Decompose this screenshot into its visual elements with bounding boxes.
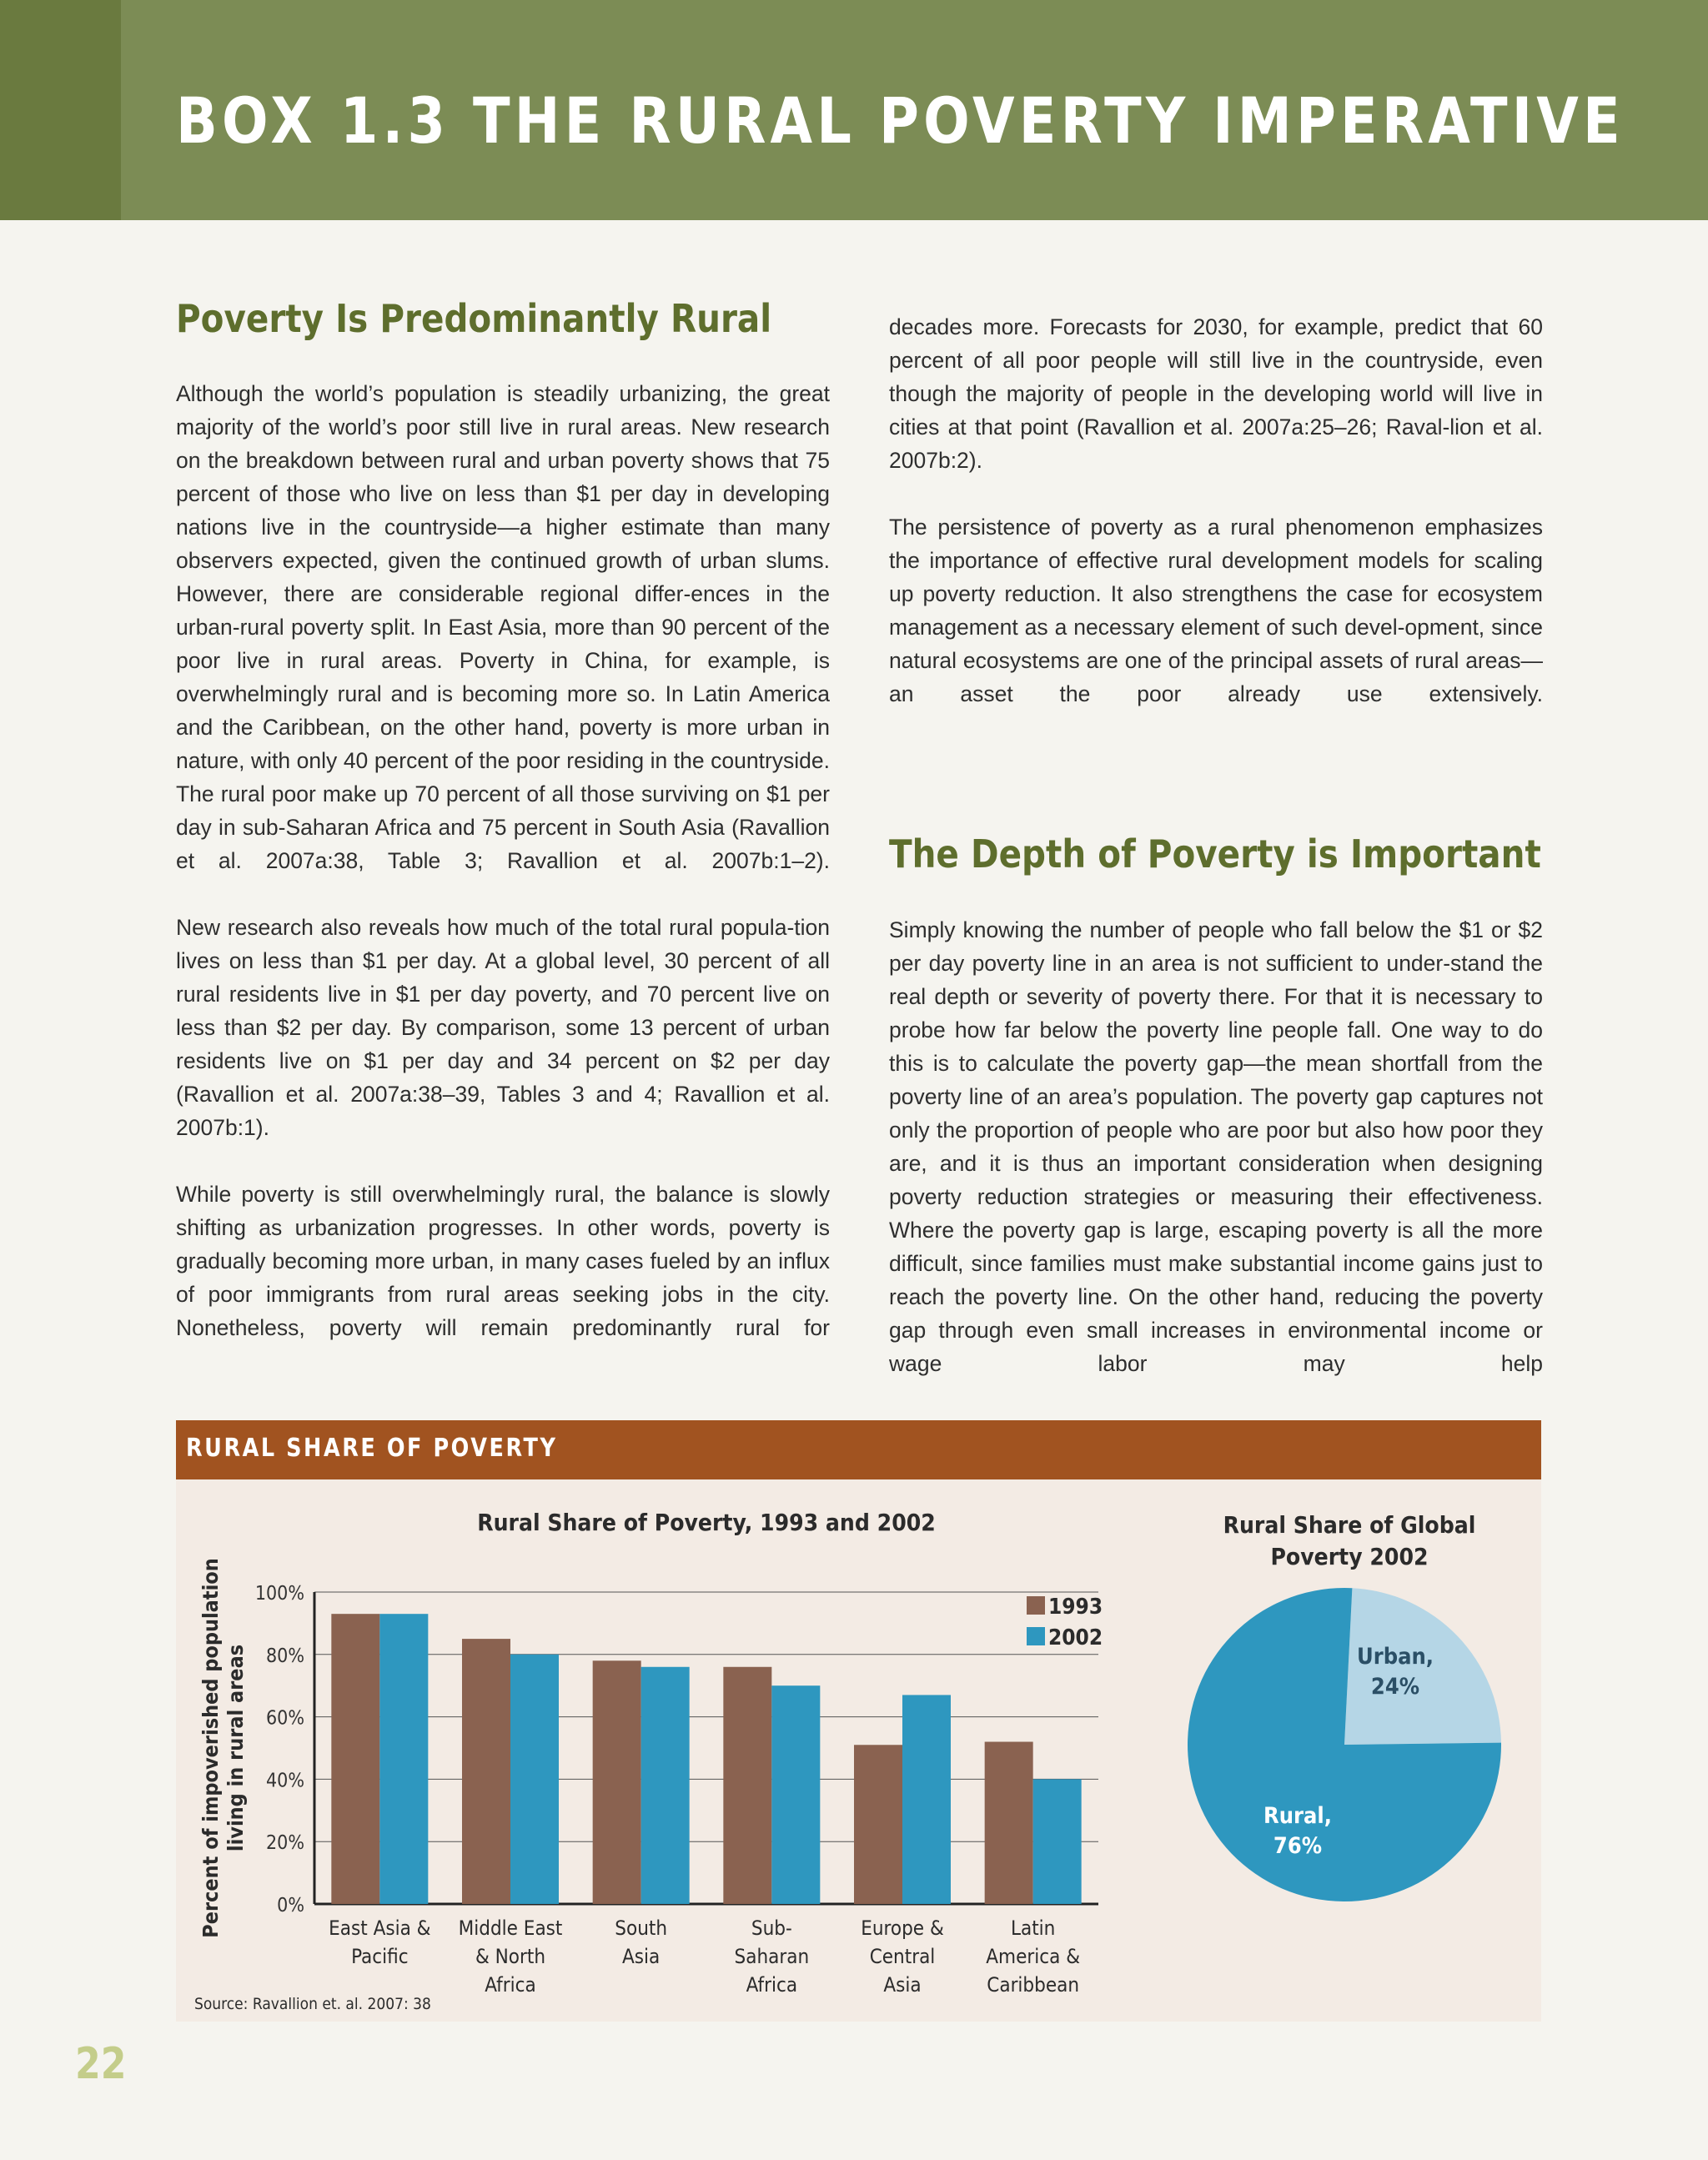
x-tick-label: Africa (746, 1973, 798, 1997)
text-column-left (176, 377, 830, 1344)
paragraph: The persistence of poverty as a rural phenomenon emphasizes the importance of effective rural development models for scaling up poverty reduction. It also strengthens the case for ecosystem management as a necessary element of such devel-opment, since natural ecosystems are one of the principal assets of rural areas—an asset the poor already use extensively. (889, 515, 1543, 706)
bar-2002 (510, 1655, 559, 1904)
x-tick-label: Pacific (351, 1945, 409, 1968)
bar-1993 (723, 1667, 771, 1904)
x-tick-label: Saharan (734, 1945, 810, 1968)
x-tick-label: Sub- (751, 1916, 792, 1940)
figure-title-bar (176, 1420, 1541, 1479)
bar-2002 (1033, 1779, 1082, 1904)
y-tick-label: 80% (266, 1645, 304, 1667)
x-tick-label: Latin (1010, 1916, 1056, 1940)
y-tick-label: 40% (266, 1770, 304, 1792)
paragraph: decades more. Forecasts for 2030, for example, predict that 60 percent of all poor people will still live in the countryside, even though the majority of people in the developing world will live in cities at that point (Ravallion et al. 2007a:25–26; Raval-lion et al. 2007b:2). (889, 314, 1543, 473)
header-tab-accent (0, 0, 121, 220)
legend-label: 2002 (1048, 1625, 1103, 1650)
y-tick-label: 60% (266, 1707, 304, 1730)
x-tick-label: Central (869, 1945, 936, 1968)
box-title: BOX 1.3 THE RURAL POVERTY IMPERATIVE (176, 83, 1625, 158)
legend-swatch-1993 (1027, 1596, 1045, 1615)
x-tick-label: America & (986, 1945, 1081, 1968)
bar-2002 (902, 1695, 951, 1904)
x-tick-label: Asia (622, 1945, 661, 1968)
bar-1993 (854, 1745, 902, 1904)
bar-2002 (641, 1667, 690, 1904)
bar-2002 (771, 1685, 820, 1904)
paragraph: New research also reveals how much of the total rural popula-tion lives on less than $1 per day. At a global level, 30 percent of all rural residents live in $1 per day poverty, and 70 percent live on less than $2 per day. By comparison, some 13 percent of urban residents live on $1 per day and 34 percent on $2 per day (Ravallion et al. 2007a:38–39, Tables 3 and 4; Ravallion et al. 2007b:1). (176, 915, 830, 1140)
x-tick-label: South (615, 1916, 668, 1940)
page-number: 22 (75, 2039, 127, 2089)
legend-label: 1993 (1048, 1595, 1103, 1620)
paragraph: Simply knowing the number of people who fall below the $1 or $2 per day poverty line in an area is not sufficient to under-stand the real depth or severity of poverty there. For that it is necessary to probe how far below the poverty line people fall. One way to do this is to calculate the poverty gap—the mean shortfall from the poverty line of an area’s population. The poverty gap captures not only the proportion of people who are poor but also how poor they are, and it is thus an important consideration when designing poverty reduction strategies or measuring their effectiveness. Where the poverty gap is large, escaping poverty is all the more difficult, since families must make substantial income gains just to reach the poverty line. On the other hand, reducing the poverty gap through even small increases in environmental income or wage labor may help (889, 917, 1543, 1376)
pie-slice-label: 24% (1370, 1674, 1420, 1700)
paragraph: While poverty is still overwhelmingly rural, the balance is slowly shifting as urbanization progresses. In other words, poverty is gradually becoming more urban, in many cases fueled by an influx of poor immigrants from rural areas seeking jobs in the city. Nonetheless, poverty will remain predominantly rural for (176, 1182, 830, 1340)
text-column-right-top (889, 310, 1543, 711)
x-tick-label: & North (475, 1945, 546, 1968)
y-tick-label: 20% (266, 1832, 304, 1855)
figure-source: Source: Ravallion et. al. 2007: 38 (194, 1995, 431, 2013)
paragraph: Although the world’s population is steadily urbanizing, the great majority of the world’s poor still live in rural areas. New research on the breakdown between rural and urban poverty shows that 75 percent of those who live on less than $1 per day in developing nations live in the countryside—a higher estimate than many observers expected, given the continued growth of urban slums. However, there are considerable regional differ-ences in the urban-rural poverty split. In East Asia, more than 90 percent of the poor live in rural areas. Poverty in China, for example, is overwhelmingly rural and is becoming more so. In Latin America and the Caribbean, on the other hand, poverty is more urban in nature, with only 40 percent of the poor residing in the countryside. The rural poor make up 70 percent of all those surviving on $1 per day in sub-Saharan Africa and 75 percent in South Asia (Ravallion et al. 2007a:38, Table 3; Ravallion et al. 2007b:1–2). (176, 381, 830, 873)
x-tick-label: Caribbean (987, 1973, 1080, 1997)
figure-charts (176, 1479, 1541, 2022)
text-column-right-bottom (889, 913, 1543, 1380)
x-tick-label: East Asia & (329, 1916, 431, 1940)
bar-1993 (331, 1614, 379, 1904)
pie-chart-title: Rural Share of Global (1223, 1511, 1476, 1539)
box-header (0, 0, 1708, 220)
x-tick-label: Asia (883, 1973, 922, 1997)
pie-slice-label: Rural, (1263, 1803, 1332, 1829)
bar-1993 (462, 1639, 510, 1904)
bar-chart-title: Rural Share of Poverty, 1993 and 2002 (477, 1509, 936, 1536)
section-heading-rural: Poverty Is Predominantly Rural (176, 296, 772, 341)
pie-chart-title: Poverty 2002 (1270, 1543, 1429, 1570)
bar-1993 (593, 1660, 641, 1904)
x-tick-label: Africa (485, 1973, 536, 1997)
y-axis-label-line2: living in rural areas (224, 1644, 248, 1852)
figure-panel (176, 1479, 1541, 2022)
figure-title: RURAL SHARE OF POVERTY (186, 1434, 558, 1463)
y-tick-label: 0% (277, 1895, 304, 1916)
y-axis-label-line1: Percent of impoverished population (198, 1558, 223, 1938)
legend-swatch-2002 (1027, 1627, 1045, 1645)
pie-slice-label: 76% (1273, 1833, 1323, 1859)
bar-1993 (985, 1742, 1033, 1904)
pie-slice-label: Urban, (1356, 1644, 1434, 1670)
section-heading-depth: The Depth of Poverty is Important (889, 831, 1541, 877)
bar-2002 (379, 1614, 428, 1904)
x-tick-label: Middle East (458, 1916, 563, 1940)
x-tick-label: Europe & (861, 1916, 944, 1940)
y-tick-label: 100% (254, 1583, 304, 1605)
